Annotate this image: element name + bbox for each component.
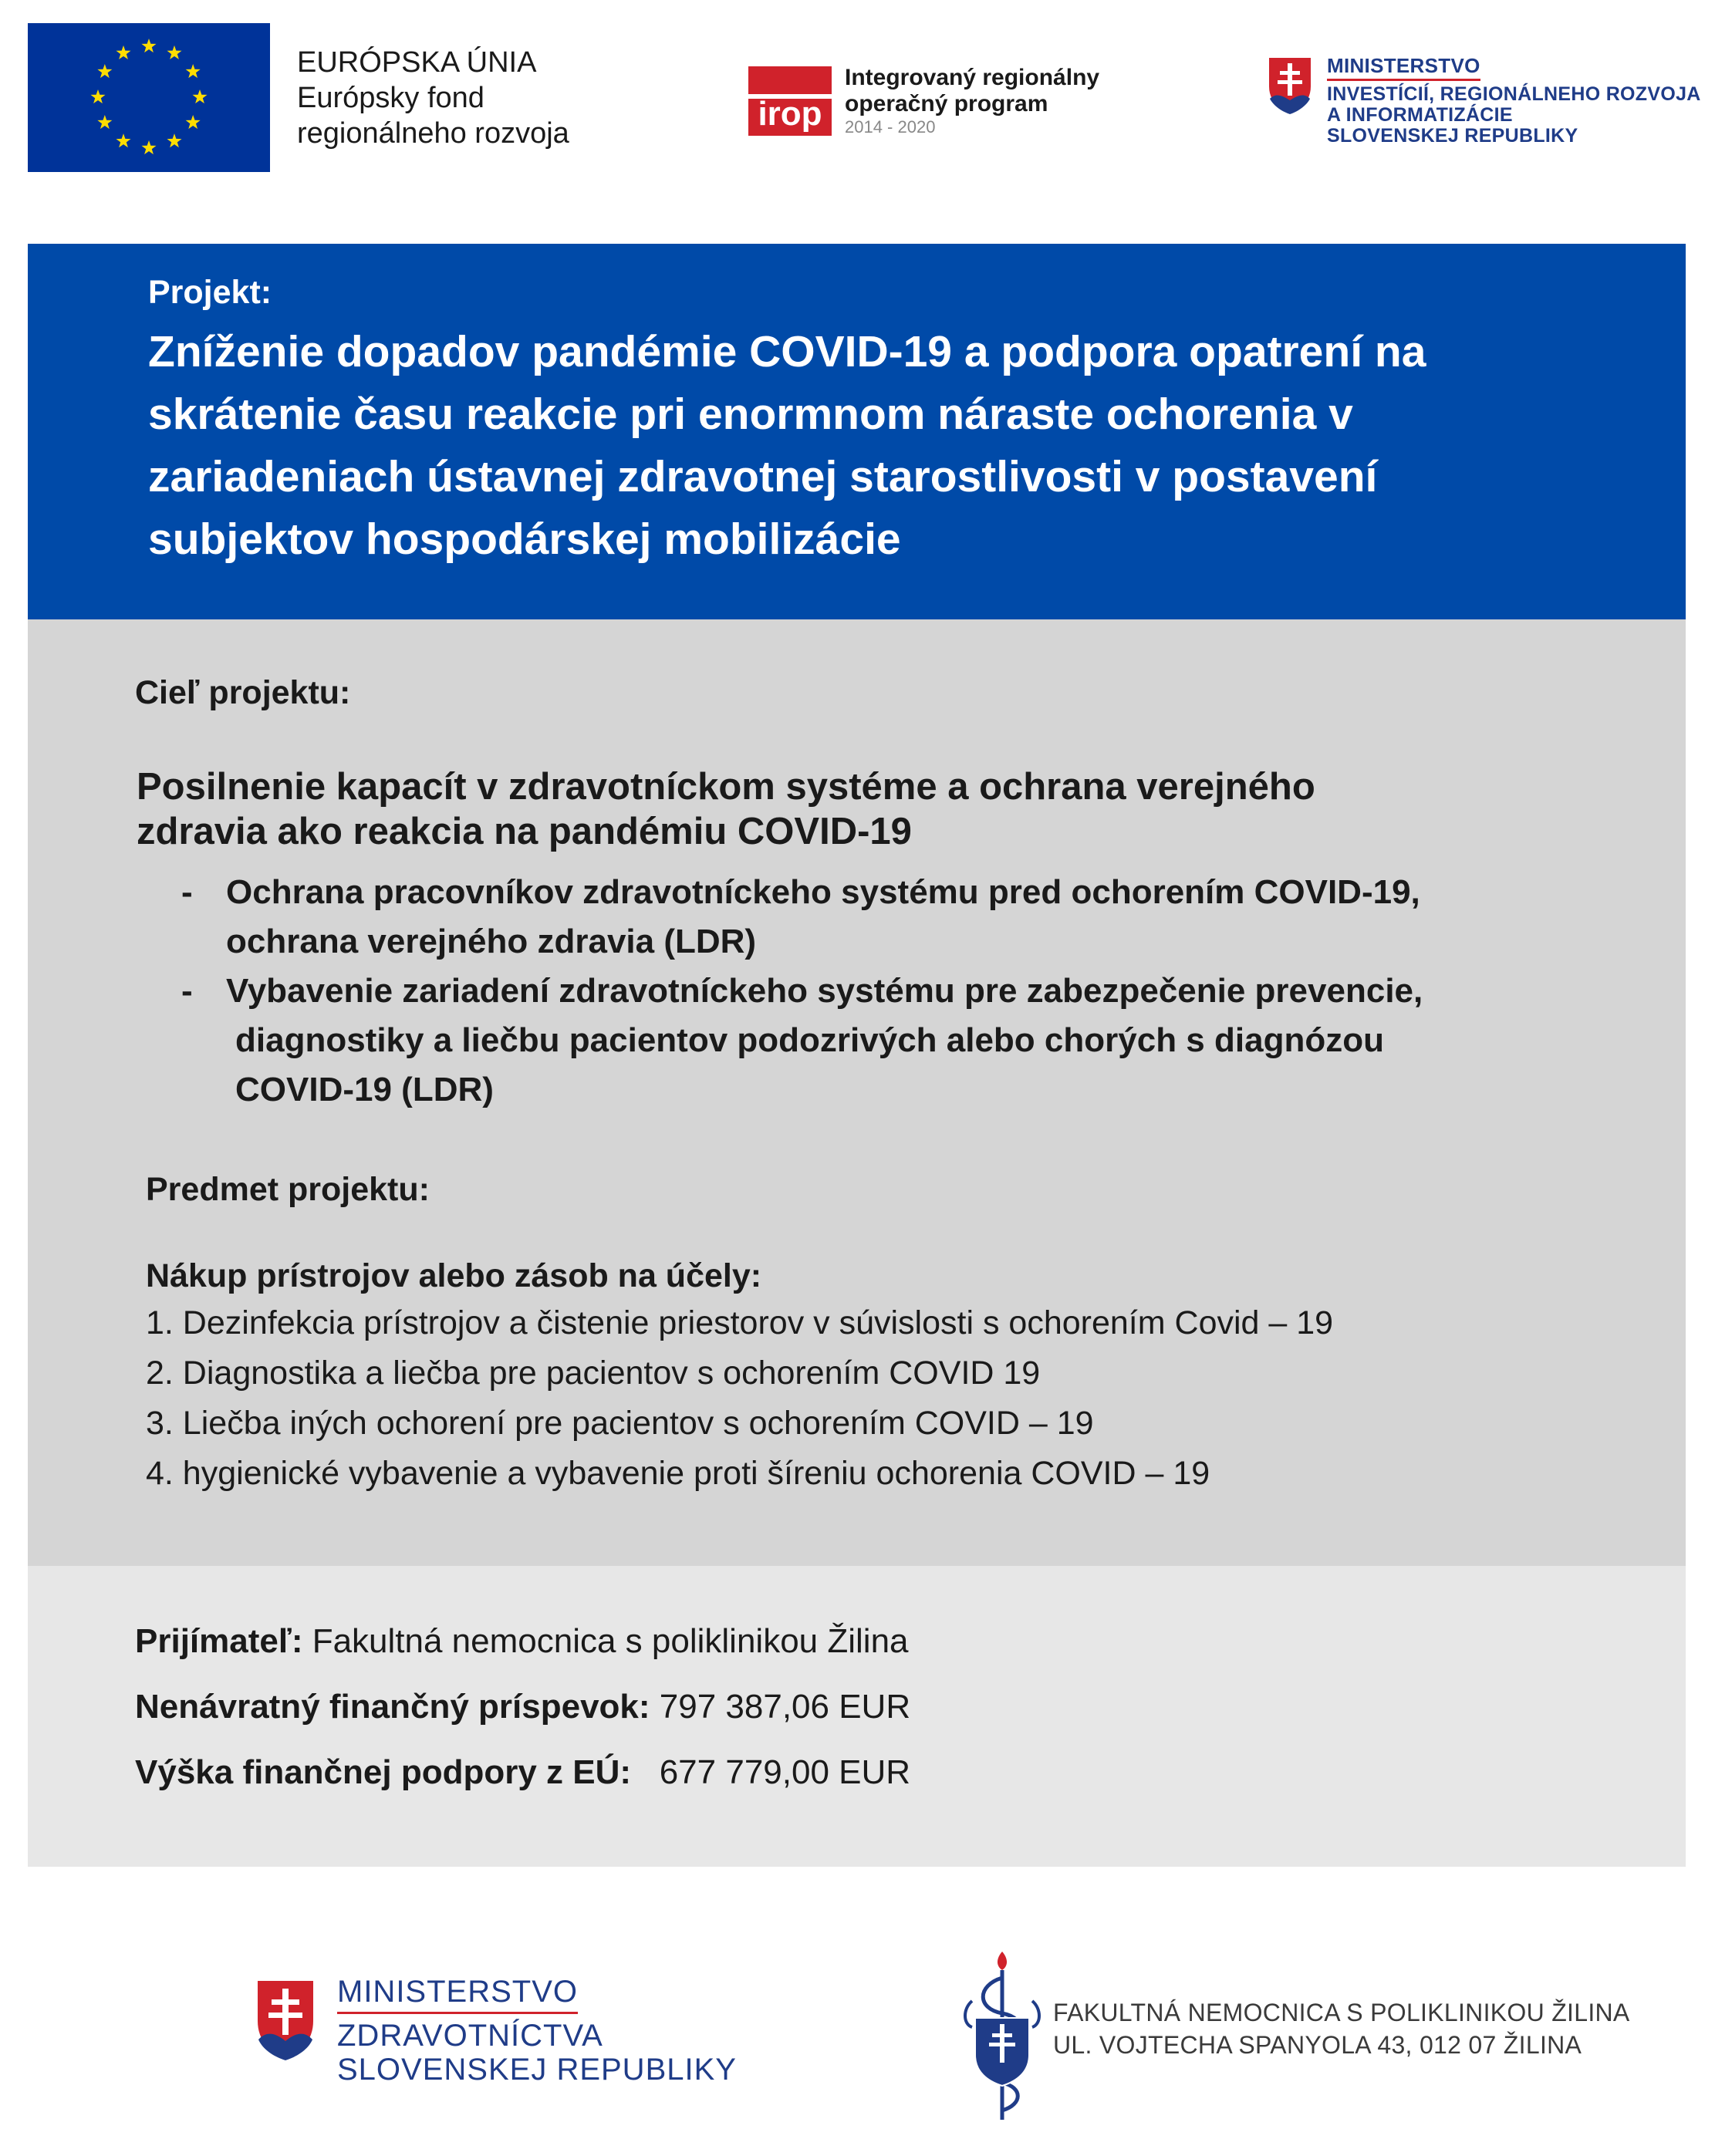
project-section bbox=[28, 244, 1686, 619]
list-dash: - bbox=[181, 972, 193, 1010]
subject-heading: Nákup prístrojov alebo zásob na účely: bbox=[146, 1257, 762, 1294]
project-title-line: Zníženie dopadov pandémie COVID-19 a podpora opatrení na bbox=[148, 327, 1426, 376]
hospital-line-1: FAKULTNÁ NEMOCNICA S POLIKLINIKOU ŽILINA bbox=[1053, 1999, 1630, 2026]
hospital-text bbox=[1053, 1996, 1630, 2061]
goal-list-item bbox=[155, 868, 1667, 967]
ministry-health-line-2: ZDRAVOTNÍCTVA bbox=[337, 2019, 603, 2053]
eu-support-label: Výška finančnej podpory z EÚ: bbox=[135, 1753, 632, 1791]
recipient-label: Prijímateľ: bbox=[135, 1622, 303, 1660]
goal-section bbox=[28, 619, 1686, 1566]
project-title-line: subjektov hospodárskej mobilizácie bbox=[148, 515, 901, 564]
goal-label: Cieľ projektu: bbox=[135, 674, 351, 711]
hospital-line-2: UL. VOJTECHA SPANYOLA 43, 012 07 ŽILINA bbox=[1053, 2031, 1582, 2059]
irop-logo-text: irop bbox=[758, 95, 822, 133]
eu-line-2: Európsky fond bbox=[297, 82, 484, 114]
ministry-investment-line-3: A INFORMATIZÁCIE bbox=[1327, 104, 1513, 126]
eu-fund-text bbox=[297, 45, 569, 151]
project-title bbox=[148, 321, 1660, 571]
ministry-investment-text bbox=[1327, 56, 1701, 147]
goal-item-line: Vybavenie zariadení zdravotníckeho systému pre zabezpečenie prevencie, bbox=[226, 972, 1423, 1010]
goal-list bbox=[155, 868, 1667, 1115]
project-label: Projekt: bbox=[148, 274, 272, 311]
irop-line-2: operačný program bbox=[845, 91, 1048, 116]
slovak-coat-of-arms-icon bbox=[1267, 56, 1313, 116]
goal-list-item bbox=[155, 967, 1667, 1115]
irop-logo bbox=[748, 66, 832, 136]
eu-support-row bbox=[135, 1753, 910, 1793]
goal-main-line: zdravia ako reakcia na pandémiu COVID-19 bbox=[137, 811, 912, 852]
recipient-row bbox=[135, 1621, 909, 1662]
eu-line-3: regionálneho rozvoja bbox=[297, 117, 569, 150]
ministry-investment-line-2: INVESTÍCIÍ, REGIONÁLNEHO ROZVOJA bbox=[1327, 83, 1701, 105]
goal-item-line: ochrana verejného zdravia (LDR) bbox=[226, 923, 757, 960]
eu-flag-icon bbox=[28, 23, 270, 172]
irop-text bbox=[845, 65, 1099, 137]
subject-label: Predmet projektu: bbox=[146, 1171, 430, 1208]
subject-list bbox=[146, 1298, 1658, 1499]
ministry-health-text bbox=[337, 1975, 737, 2087]
project-title-line: skrátenie času reakcie pri enormnom náraste ochorenia v bbox=[148, 390, 1353, 439]
ministry-health-line-3: SLOVENSKEJ REPUBLIKY bbox=[337, 2053, 737, 2087]
irop-line-1: Integrovaný regionálny bbox=[845, 65, 1100, 90]
subject-list-item: 2. Diagnostika a liečba pre pacientov s ochorením COVID 19 bbox=[146, 1355, 1041, 1392]
eu-line-1: EURÓPSKA ÚNIA bbox=[297, 46, 537, 79]
goal-item-line: Ochrana pracovníkov zdravotníckeho systému pred ochorením COVID-19, bbox=[226, 873, 1420, 911]
subject-list-item: 3. Liečba iných ochorení pre pacientov s ochorením COVID – 19 bbox=[146, 1405, 1094, 1442]
hospital-emblem-icon bbox=[961, 1947, 1043, 2124]
goal-main-line: Posilnenie kapacít v zdravotníckom systéme a ochrana verejného bbox=[137, 766, 1315, 808]
ministry-health-line-1: MINISTERSTVO bbox=[337, 1975, 578, 2014]
ministry-investment-line-1: MINISTERSTVO bbox=[1327, 56, 1480, 81]
goal-main-statement bbox=[137, 764, 1641, 854]
list-dash: - bbox=[181, 873, 193, 911]
project-title-line: zariadeniach ústavnej zdravotnej starostlivosti v postavení bbox=[148, 452, 1378, 501]
ministry-investment-line-4: SLOVENSKEJ REPUBLIKY bbox=[1327, 125, 1578, 147]
slovak-coat-of-arms-icon bbox=[255, 1978, 316, 2063]
eu-support-value: 677 779,00 EUR bbox=[631, 1753, 911, 1791]
goal-item-line: diagnostiky a liečbu pacientov podozrivých alebo chorých s diagnózou bbox=[235, 1021, 1384, 1059]
goal-item-line: COVID-19 (LDR) bbox=[235, 1071, 494, 1108]
grant-row bbox=[135, 1687, 910, 1727]
recipient-value: Fakultná nemocnica s poliklinikou Žilina bbox=[302, 1622, 909, 1660]
grant-value: 797 387,06 EUR bbox=[650, 1688, 911, 1726]
finance-section bbox=[28, 1566, 1686, 1867]
grant-label: Nenávratný finančný príspevok: bbox=[135, 1688, 650, 1726]
irop-years: 2014 - 2020 bbox=[845, 117, 936, 137]
subject-list-item: 1. Dezinfekcia prístrojov a čistenie priestorov v súvislosti s ochorením Covid – 19 bbox=[146, 1304, 1334, 1341]
subject-list-item: 4. hygienické vybavenie a vybavenie proti šíreniu ochorenia COVID – 19 bbox=[146, 1455, 1210, 1492]
